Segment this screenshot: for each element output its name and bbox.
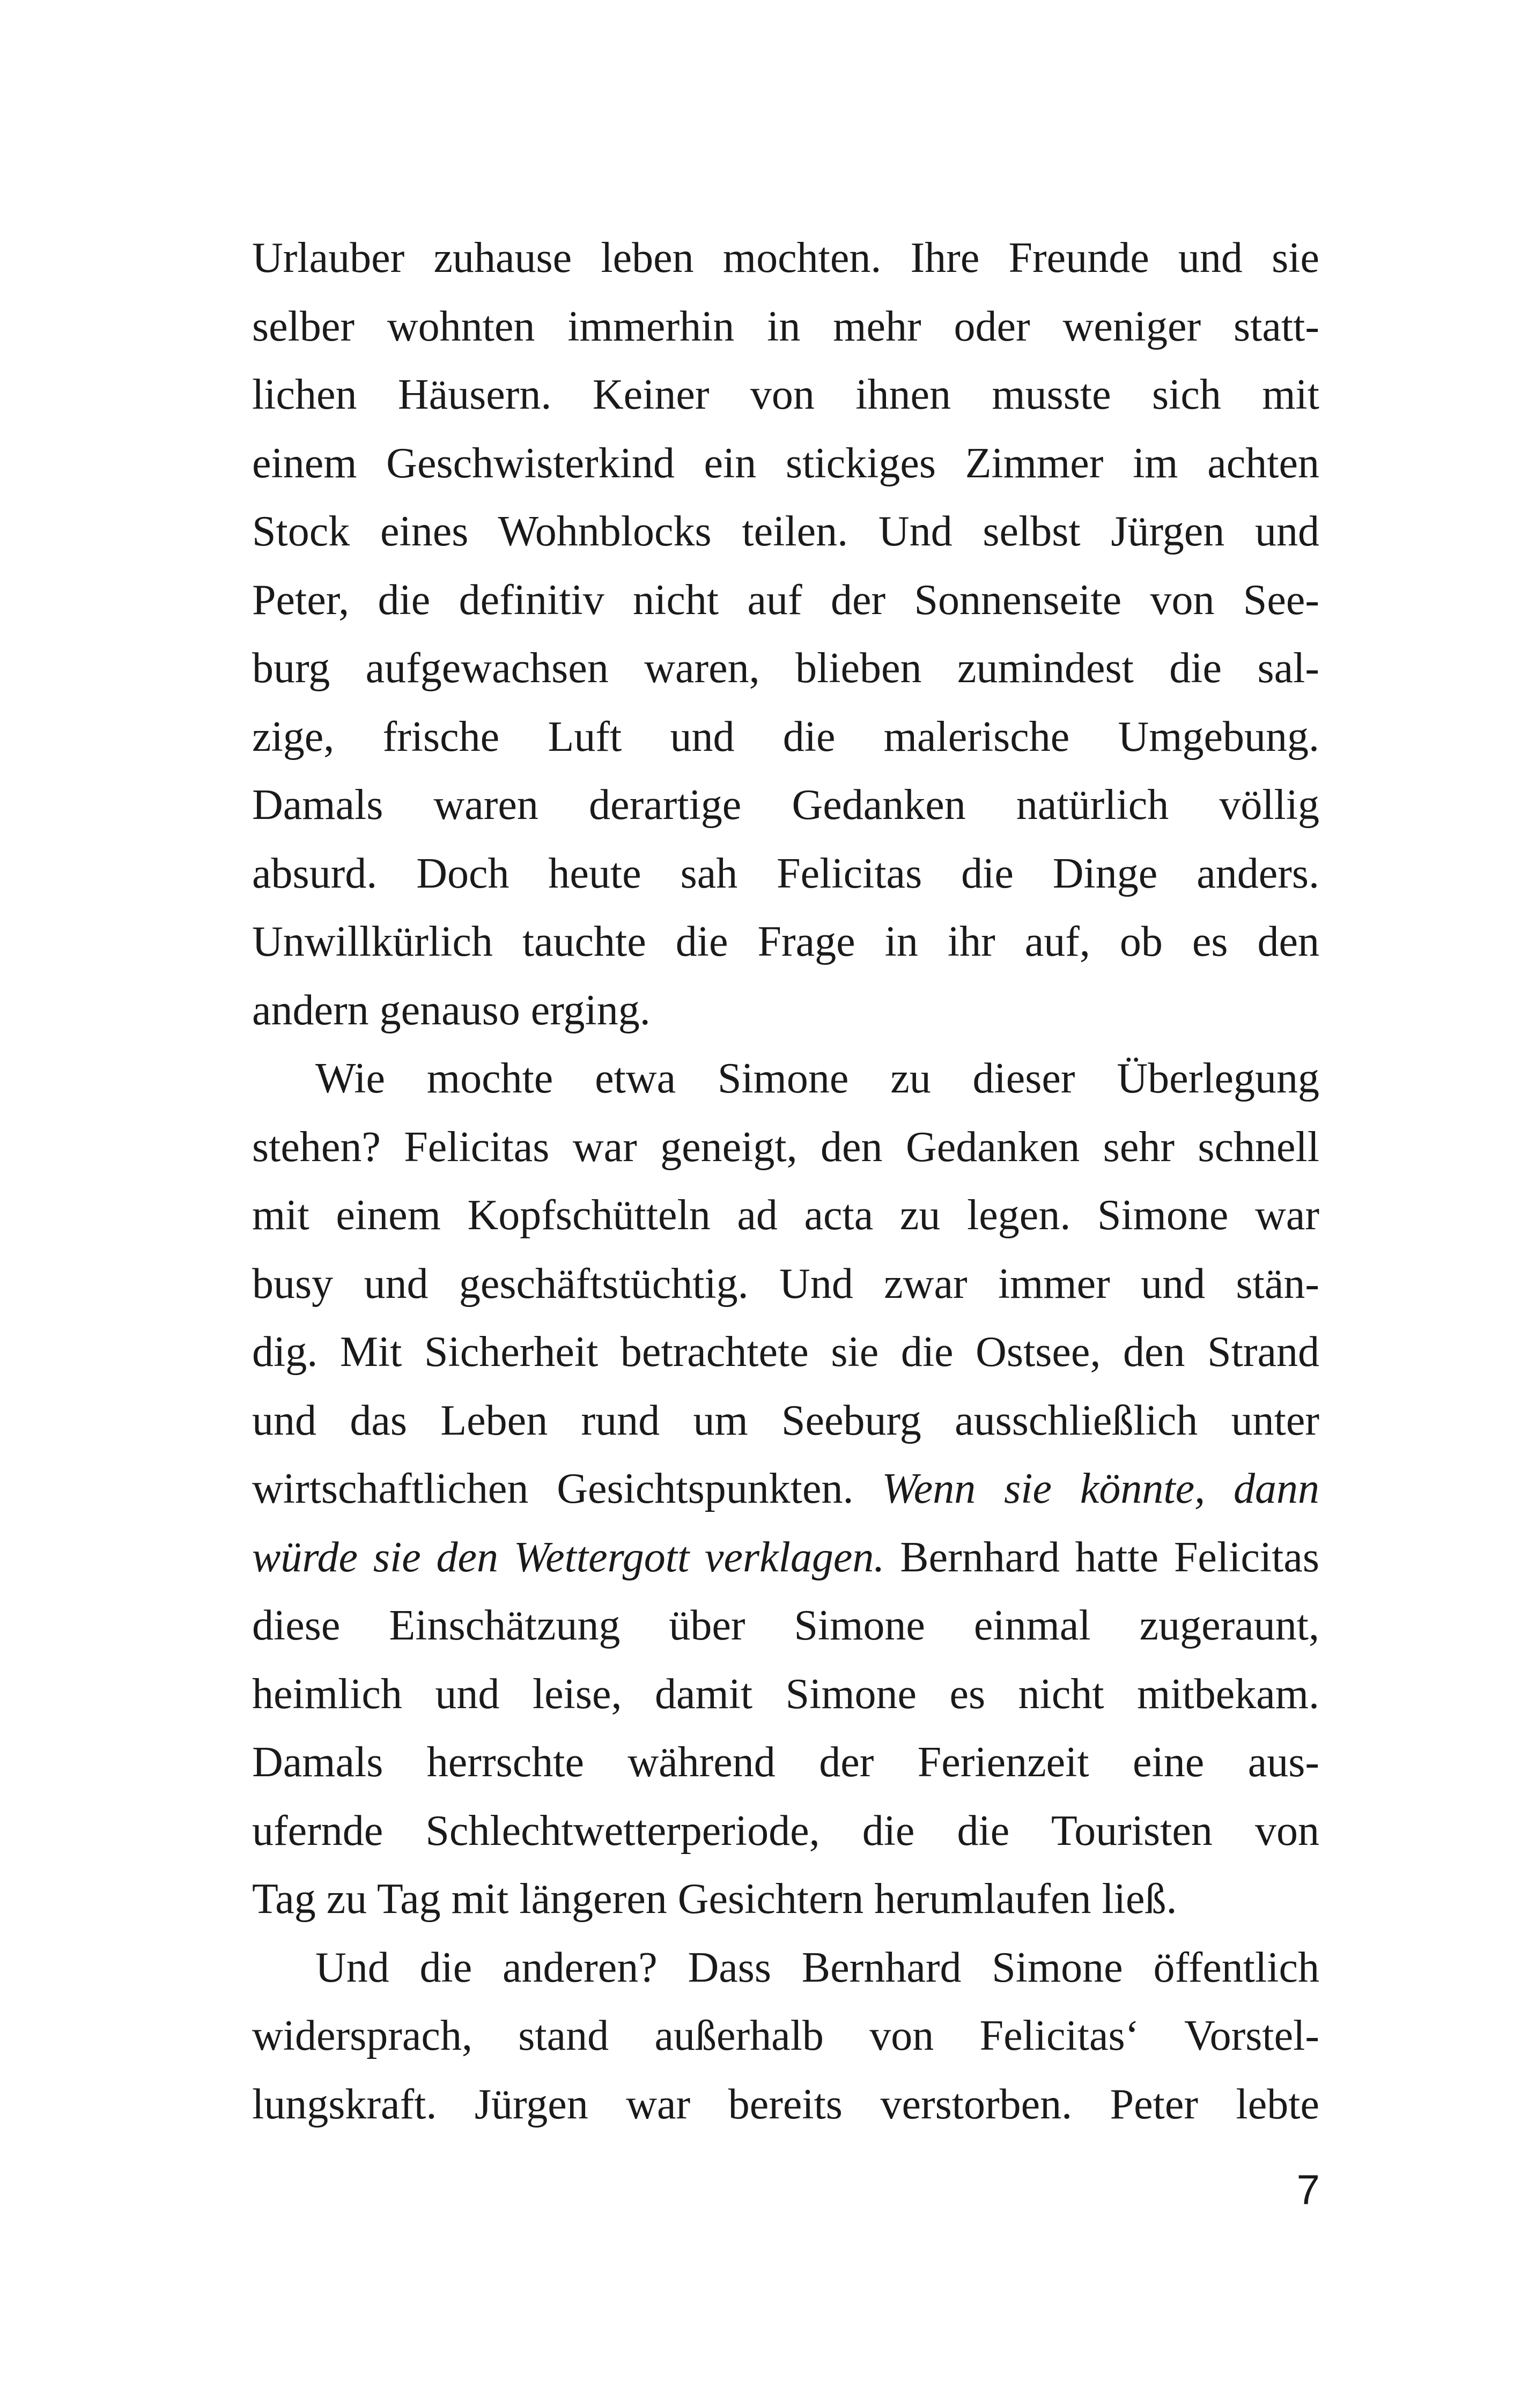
body-text: [252, 224, 1319, 2139]
text-line: dig. Mit Sicherheit betrachtete sie die Ostsee, den Strand: [252, 1328, 1319, 1376]
text-line: diese Einschätzung über Simone einmal zugeraunt,: [252, 1602, 1319, 1649]
text-line: ufernde Schlechtwetterperiode, die die Touristen von: [252, 1807, 1319, 1855]
plain-segment: Bernhard hatte Felicitas: [884, 1533, 1319, 1581]
text-line-mixed: [252, 1524, 1319, 1592]
text-line: Und die anderen? Dass Bernhard Simone öffentlich: [315, 1944, 1319, 1991]
text-line: lichen Häusern. Keiner von ihnen musste sich mit: [252, 371, 1319, 418]
text-line: Damals waren derartige Gedanken natürlich völlig: [252, 781, 1319, 829]
text-line: selber wohnten immerhin in mehr oder weniger statt-: [252, 302, 1319, 350]
text-line: lungskraft. Jürgen war bereits verstorben. Peter lebte: [252, 2080, 1319, 2128]
text-line: burg aufgewachsen waren, blieben zumindest die sal-: [252, 645, 1319, 692]
paragraph: [252, 224, 1319, 1045]
paragraph: [252, 1934, 1319, 2139]
text-line: Urlauber zuhause leben mochten. Ihre Freunde und sie: [252, 234, 1319, 282]
italic-segment: würde sie den Wettergott verklagen.: [252, 1533, 885, 1581]
text-line: absurd. Doch heute sah Felicitas die Dinge anders.: [252, 850, 1319, 897]
italic-segment: Wenn sie könnte, dann: [882, 1465, 1319, 1512]
text-line: Damals herrschte während der Ferienzeit eine aus-: [252, 1739, 1319, 1786]
page-number: 7: [1296, 2166, 1320, 2213]
text-line: mit einem Kopfschütteln ad acta zu legen. Simone war: [252, 1192, 1319, 1239]
plain-segment: wirtschaftlichen Gesichtspunkten.: [252, 1465, 882, 1512]
text-line: Tag zu Tag mit längeren Gesichtern herumlaufen ließ.: [252, 1875, 1177, 1923]
text-line: Wie mochte etwa Simone zu dieser Überlegung: [315, 1055, 1319, 1102]
text-line: einem Geschwisterkind ein stickiges Zimmer im achten: [252, 439, 1319, 487]
text-line: stehen? Felicitas war geneigt, den Gedanken sehr schnell: [252, 1123, 1319, 1171]
paragraph: [252, 1045, 1319, 1934]
text-line: busy und geschäftstüchtig. Und zwar immer und stän-: [252, 1260, 1319, 1308]
text-line: und das Leben rund um Seeburg ausschließlich unter: [252, 1397, 1319, 1444]
text-line: Peter, die definitiv nicht auf der Sonnenseite von See-: [252, 576, 1319, 624]
text-line: heimlich und leise, damit Simone es nicht mitbekam.: [252, 1670, 1319, 1718]
text-line: widersprach, stand außerhalb von Felicitas‘ Vorstel-: [252, 2012, 1319, 2059]
text-line: zige, frische Luft und die malerische Umgebung.: [252, 713, 1319, 760]
text-line-mixed: [252, 1455, 1319, 1524]
text-line: Stock eines Wohnblocks teilen. Und selbst Jürgen und: [252, 508, 1319, 555]
text-line: andern genauso erging.: [252, 986, 651, 1034]
text-line: Unwillkürlich tauchte die Frage in ihr auf, ob es den: [252, 918, 1319, 965]
